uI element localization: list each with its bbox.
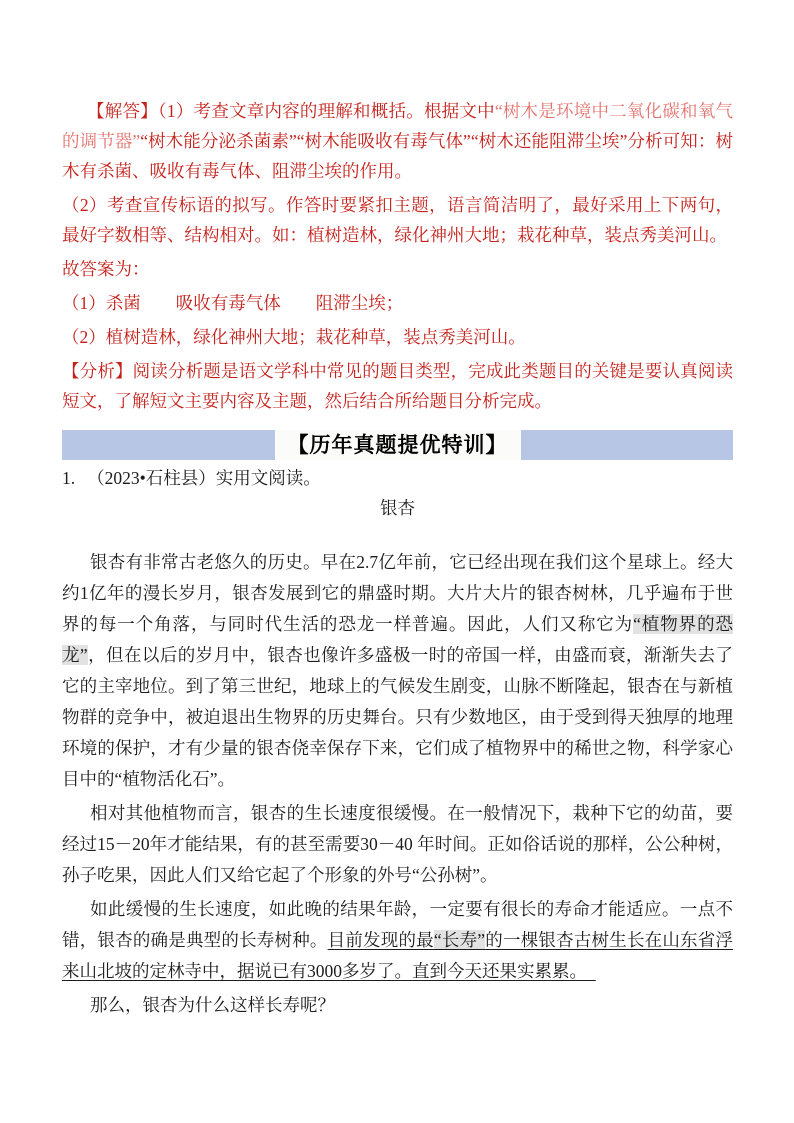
article-body xyxy=(62,547,733,1021)
article-paragraph xyxy=(62,894,733,987)
answer-item-paragraph xyxy=(62,322,733,352)
text-segment: “树木是环境中二氧化碳和氧气的调节器” xyxy=(62,101,733,151)
text-segment: “植物界的恐龙” xyxy=(62,614,733,665)
text-segment: （1）杀菌 吸收有毒气体 阻滞尘埃； xyxy=(62,293,404,313)
article-paragraph xyxy=(62,990,733,1021)
text-segment: （2）植树造林，绿化神州大地；栽花种草，装点秀美河山。 xyxy=(62,327,526,347)
article-title: 银杏 xyxy=(380,498,415,518)
text-segment: 目前发现的最 xyxy=(327,930,434,950)
answer-section xyxy=(62,96,733,416)
answer-paragraph xyxy=(62,96,733,186)
article-paragraph xyxy=(62,798,733,891)
section-banner xyxy=(62,430,733,460)
analysis-paragraph xyxy=(62,356,733,416)
text-segment: 故答案为： xyxy=(62,259,150,279)
article-paragraph xyxy=(62,547,733,795)
text-segment: 银杏有非常古老悠久的历史。早在2.7亿年前，它已经出现在我们这个星球上。经大约1亿年的漫长岁月，银杏发展到它的鼎盛时期。大片大片的银杏树林，几乎遍布于世界的每一个角落，与同时代生活的恐龙一样普遍。因此，人们又称它为 xyxy=(62,552,733,634)
exercise-number: 1. xyxy=(62,468,76,488)
answer-paragraph xyxy=(62,190,733,250)
text-segment: 那么，银杏为什么这样长寿呢？ xyxy=(90,995,335,1015)
text-segment: 如此缓慢的生长速度，如此晚的结果年龄，一定要有很长的寿命才能适应。一点不错，银杏的确是典型的长寿树种。 xyxy=(62,899,733,950)
text-segment: ，但在以后的岁月中，银杏也像许多盛极一时的帝国一样，由盛而衰，渐渐失去了它的主宰地位。到了第三世纪，地球上的气候发生剧变，山脉不断隆起，银杏在与新植物群的竞争中，被迫退出生物界的历史舞台。只有少数地区，由于受到得天独厚的地理环境的保护，才有少量的银杏侥幸保存下来，它们成了植物界中的稀世之物，科学家心目中的“植物活化石”。 xyxy=(62,645,733,789)
text-segment: “长寿” xyxy=(433,930,486,950)
text-segment: 相对其他植物而言，银杏的生长速度很缓慢。在一般情况下，栽种下它的幼苗，要经过15－20年才能结果，有的甚至需要30－40 年时间。正如俗话说的那样，公公种树，孙子吃果，因此人们又给它起了个形象的外号“公孙树”。 xyxy=(62,803,733,885)
text-segment: “树木能分泌杀菌素”“树木能吸收有毒气体”“树木还能阻滞尘埃”分析可知：树木有杀菌、吸收有毒气体、阻滞尘埃的作用。 xyxy=(62,131,733,181)
text-segment: 【解答】（1）考查文章内容的理解和概括。根据文中 xyxy=(87,101,495,121)
answer-item-paragraph xyxy=(62,288,733,318)
exercise-intro: （2023•石柱县）实用文阅读。 xyxy=(87,468,321,488)
answer-label-paragraph xyxy=(62,254,733,284)
text-segment: （2）考查宣传标语的拟写。作答时要紧扣主题，语言简洁明了，最好采用上下两句，最好字数相等、结构相对。如：植树造林，绿化神州大地；栽花种草，装点秀美河山。 xyxy=(62,195,733,245)
section-banner-title: 【历年真题提优特训】 xyxy=(275,430,521,460)
text-segment: 【分析】阅读分析题是语文学科中常见的题目类型，完成此类题目的关键是要认真阅读短文，了解短文主要内容及主题，然后结合所给题目分析完成。 xyxy=(62,361,733,411)
text-segment: 的一棵银杏古树生长在山东省浮来山北坡的定林寺中，据说已有3000多岁了。直到今天还果实累累。 xyxy=(62,930,734,981)
exercise-item-line xyxy=(62,463,733,493)
